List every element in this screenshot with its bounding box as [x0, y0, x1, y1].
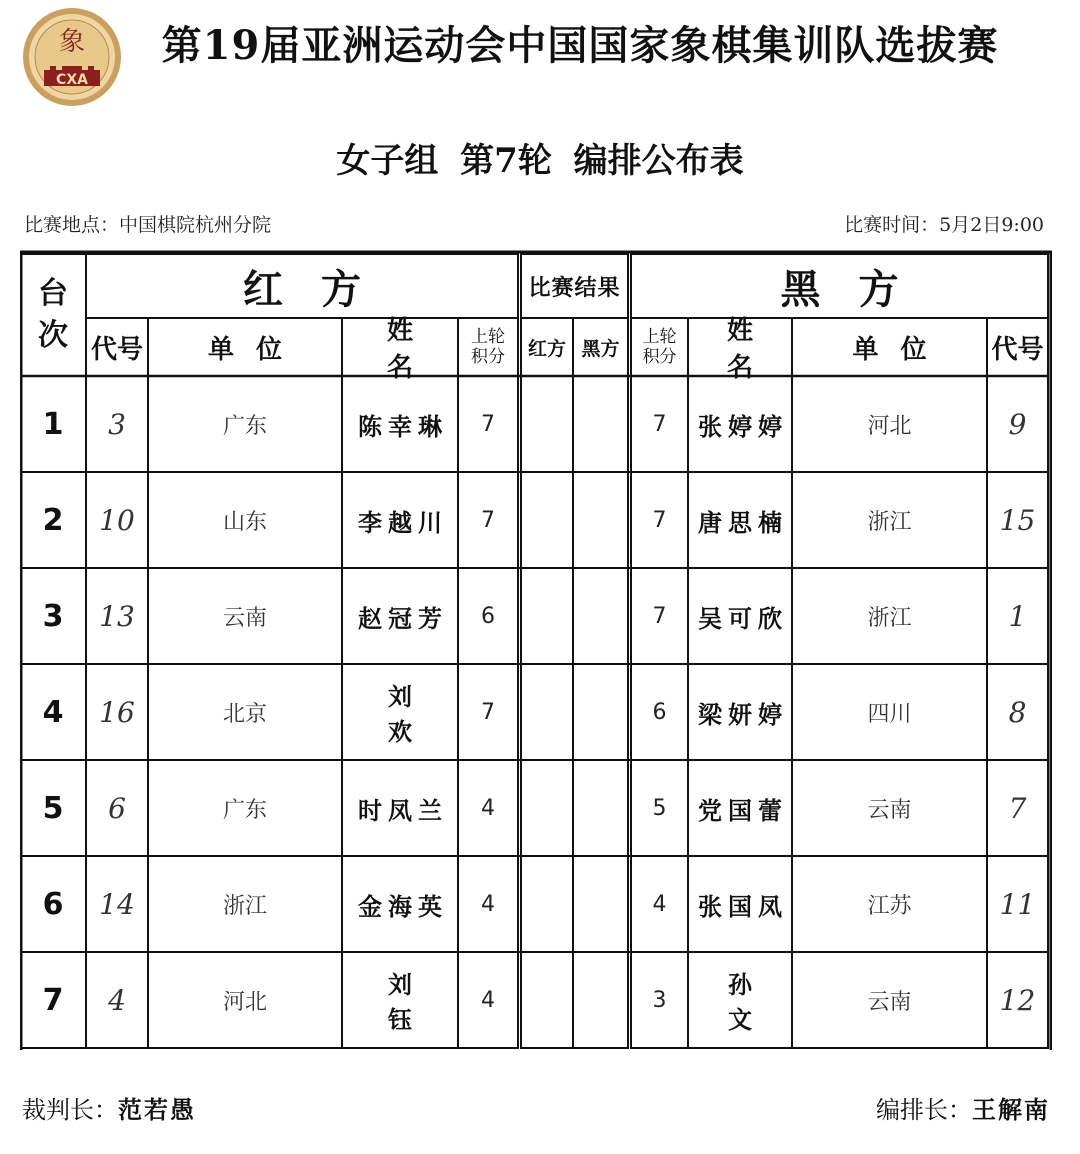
- black-unit-header: 单位: [852, 334, 949, 365]
- red-code: 4: [108, 983, 126, 1017]
- result-red-cell: [521, 856, 573, 952]
- logo-text: CXA: [56, 72, 88, 88]
- red-code: 3: [108, 407, 126, 441]
- red-prev-score: 6: [481, 603, 495, 629]
- black-code: 15: [999, 503, 1036, 537]
- black-prev-score: 4: [652, 891, 667, 917]
- black-unit: 浙江: [867, 605, 912, 631]
- result-red-cell: [521, 472, 573, 568]
- result-red-cell: [521, 760, 573, 856]
- result-black-cell: [573, 856, 628, 952]
- red-player-name: 时凤兰: [358, 795, 448, 825]
- black-player-name: 张婷婷: [698, 411, 788, 441]
- referee-label: 裁判长：: [22, 1096, 118, 1124]
- red-prev-score: 4: [481, 891, 495, 917]
- black-prev-score: 3: [652, 987, 667, 1013]
- red-unit: 云南: [222, 605, 267, 631]
- black-player-name: 党国蕾: [698, 795, 788, 825]
- time-text: 比赛时间：5月2日9:00: [844, 214, 1044, 236]
- red-side-title: 红方: [243, 265, 399, 313]
- red-unit-header: 单位: [207, 334, 304, 365]
- red-player-name: 刘欢: [388, 682, 448, 746]
- black-code: 7: [1008, 791, 1027, 825]
- result-red-cell: [521, 568, 573, 664]
- red-unit: 广东: [222, 797, 267, 823]
- result-title: 比赛结果: [528, 274, 621, 301]
- red-name-header: 姓名: [386, 316, 435, 383]
- red-player-name: 李越川: [358, 507, 448, 537]
- black-code: 12: [999, 983, 1036, 1017]
- black-prev-score: 7: [652, 507, 667, 533]
- black-code: 1: [1008, 599, 1027, 633]
- venue-text: 比赛地点：中国棋院杭州分院: [24, 214, 272, 236]
- red-player-name: 陈幸琳: [358, 411, 448, 441]
- black-name-header: 姓名: [726, 316, 775, 383]
- red-prev-score: 7: [481, 507, 495, 533]
- result-red-header: 红方: [527, 337, 566, 360]
- red-unit: 浙江: [222, 893, 267, 919]
- red-prev-score: 7: [481, 411, 495, 437]
- pairing-table: [20, 250, 1052, 1050]
- red-unit: 广东: [222, 413, 267, 439]
- page-subtitle: 女子组 第7轮 编排公布表: [336, 141, 744, 181]
- result-red-cell: [521, 376, 573, 472]
- arranger-name: 王解南: [972, 1095, 1050, 1124]
- board-number: 6: [42, 886, 64, 922]
- referee-line: [22, 1090, 196, 1125]
- red-prev-score: 4: [481, 987, 495, 1013]
- result-red-cell: [521, 664, 573, 760]
- black-prev-score: 7: [652, 411, 667, 437]
- prev-score-label: 上轮: [471, 327, 505, 347]
- red-code: 6: [108, 791, 126, 825]
- black-prev-score-header: [631, 318, 688, 376]
- black-code: 11: [999, 887, 1036, 921]
- red-player-name: 金海英: [358, 891, 448, 921]
- board-header-2: 次: [38, 318, 68, 353]
- black-code: 8: [1008, 695, 1027, 729]
- red-code-header: 代号: [90, 334, 143, 365]
- black-unit: 云南: [867, 989, 912, 1015]
- prev-score-label: 积分: [642, 347, 677, 367]
- red-prev-score-header: [458, 318, 518, 376]
- prev-score-label: 上轮: [642, 327, 677, 347]
- board-number: 5: [42, 790, 64, 826]
- red-unit: 河北: [222, 989, 267, 1015]
- red-prev-score: 4: [481, 795, 495, 821]
- logo-char: 象: [58, 27, 86, 57]
- prev-score-label: 积分: [471, 347, 505, 367]
- black-player-name: 孙文: [728, 970, 788, 1034]
- black-player-name: 吴可欣: [698, 603, 788, 633]
- red-code: 10: [99, 503, 135, 537]
- red-code: 16: [99, 695, 135, 729]
- black-prev-score: 5: [652, 795, 667, 821]
- result-black-cell: [573, 376, 628, 472]
- red-unit: 山东: [222, 509, 267, 535]
- black-unit: 江苏: [867, 893, 912, 919]
- result-red-cell: [521, 952, 573, 1048]
- board-number: 3: [42, 598, 64, 634]
- black-unit: 河北: [867, 413, 912, 439]
- black-prev-score: 6: [652, 699, 667, 725]
- black-player-name: 唐思楠: [698, 507, 788, 537]
- black-side-title: 黑方: [780, 265, 937, 313]
- arranger-line: [876, 1090, 1050, 1125]
- result-black-cell: [573, 568, 628, 664]
- board-header-1: 台: [38, 276, 68, 311]
- black-code-header: 代号: [991, 334, 1044, 365]
- red-code: 13: [99, 599, 135, 633]
- black-code: 9: [1008, 407, 1027, 441]
- result-black-cell: [573, 472, 628, 568]
- result-black-cell: [573, 952, 628, 1048]
- black-player-name: 梁妍婷: [698, 699, 788, 729]
- arranger-label: 编排长：: [876, 1096, 972, 1124]
- black-unit: 云南: [867, 797, 912, 823]
- red-prev-score: 7: [481, 699, 495, 725]
- black-unit: 四川: [867, 701, 912, 727]
- board-number: 1: [42, 406, 64, 442]
- black-unit: 浙江: [867, 509, 912, 535]
- red-code: 14: [99, 887, 135, 921]
- red-unit: 北京: [222, 701, 267, 727]
- result-black-cell: [573, 664, 628, 760]
- black-prev-score: 7: [652, 603, 667, 629]
- result-black-header: 黑方: [581, 337, 620, 360]
- red-player-name: 刘钰: [388, 970, 448, 1034]
- red-player-name: 赵冠芳: [358, 603, 448, 633]
- board-number: 7: [42, 982, 64, 1018]
- page-title: 第19届亚洲运动会中国国家象棋集训队选拔赛: [161, 22, 999, 69]
- board-header: [20, 254, 86, 376]
- result-black-cell: [573, 760, 628, 856]
- board-number: 4: [42, 694, 64, 730]
- board-number: 2: [42, 502, 64, 538]
- black-player-name: 张国凤: [698, 891, 788, 921]
- referee-name: 范若愚: [118, 1095, 196, 1124]
